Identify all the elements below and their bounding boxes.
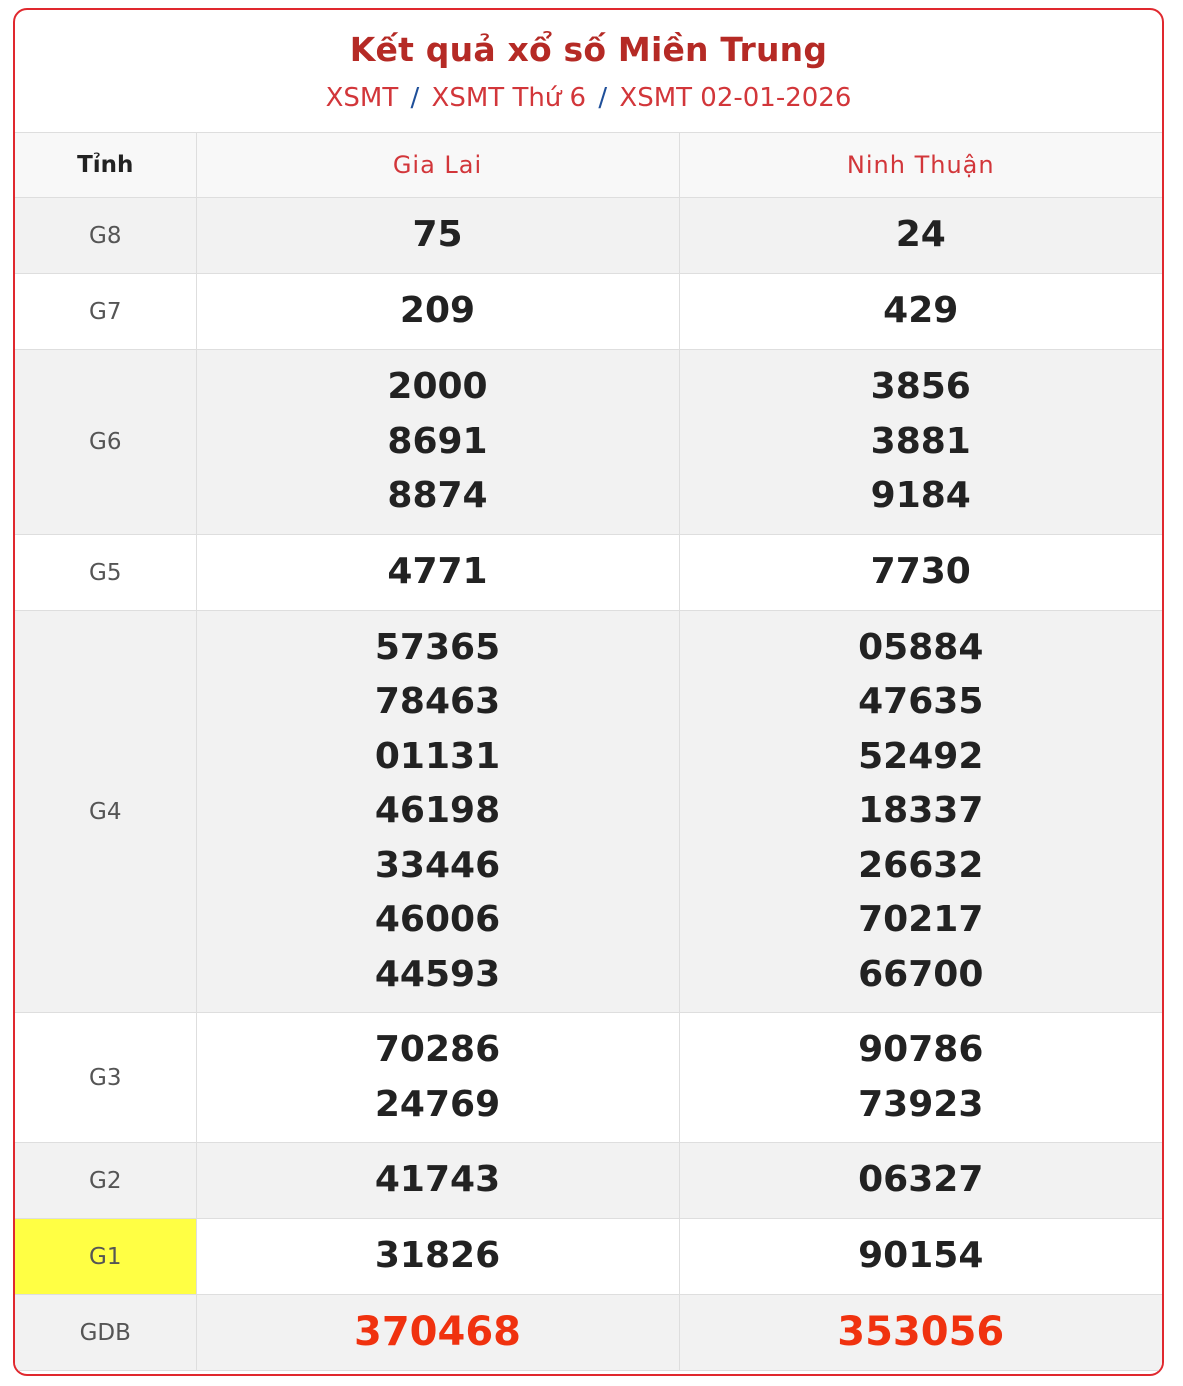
prize-number: 46006 (374, 899, 501, 941)
prize-label: G4 (15, 611, 196, 1013)
prize-row-g4 (15, 611, 1162, 1013)
prize-number: 24 (895, 214, 946, 256)
prize-number: 47635 (858, 681, 984, 723)
prize-number: 8874 (387, 475, 488, 517)
special-prize-number: 370468 (354, 1309, 521, 1356)
prize-number: 75 (412, 214, 463, 256)
prize-number: 70217 (858, 899, 984, 941)
prize-cell (196, 350, 679, 535)
prize-row-g6 (15, 350, 1162, 535)
prize-number: 209 (399, 290, 476, 332)
results-table (15, 132, 1162, 1371)
prize-cell (196, 1013, 679, 1143)
prize-number: 7730 (870, 551, 971, 593)
prize-number: 18337 (858, 790, 984, 832)
prize-row-g2 (15, 1143, 1162, 1219)
prize-number: 4771 (387, 551, 488, 593)
results-header (15, 10, 1162, 132)
province-column-label: Tỉnh (15, 133, 196, 198)
prize-number: 05884 (858, 626, 984, 668)
prize-number: 33446 (374, 844, 501, 886)
prize-number: 31826 (374, 1235, 501, 1277)
prize-number: 90786 (858, 1029, 984, 1070)
prize-cell (196, 535, 679, 611)
prize-row-g7 (15, 274, 1162, 350)
province-gia-lai[interactable]: Gia Lai (196, 133, 679, 198)
prize-cell (679, 1219, 1162, 1295)
prize-cell (679, 274, 1162, 350)
special-prize-number: 353056 (837, 1309, 1005, 1356)
prize-number: 9184 (870, 475, 971, 517)
prize-cell (196, 1219, 679, 1295)
prize-cell (679, 198, 1162, 274)
prize-number: 8691 (387, 420, 488, 462)
prize-cell (679, 611, 1162, 1013)
prize-row-g3 (15, 1013, 1162, 1143)
province-ninh-thuan[interactable]: Ninh Thuận (679, 133, 1162, 198)
prize-number: 70286 (374, 1029, 501, 1070)
prize-cell (196, 198, 679, 274)
breadcrumb-link-date[interactable]: XSMT 02-01-2026 (619, 83, 852, 113)
prize-number: 429 (883, 290, 959, 332)
prize-row-g8 (15, 198, 1162, 274)
prize-number: 06327 (858, 1159, 984, 1201)
prize-number: 78463 (374, 681, 501, 723)
table-header-row (15, 133, 1162, 198)
breadcrumb (15, 83, 1162, 113)
prize-number: 44593 (374, 953, 501, 995)
breadcrumb-link-xsmt[interactable]: XSMT (325, 83, 399, 113)
prize-label: G3 (15, 1013, 196, 1143)
breadcrumb-link-weekday[interactable]: XSMT Thứ 6 (431, 83, 587, 113)
prize-cell (679, 350, 1162, 535)
prize-cell (196, 1143, 679, 1219)
prize-cell (679, 1143, 1162, 1219)
prize-cell (196, 1295, 679, 1371)
prize-cell (679, 535, 1162, 611)
prize-cell (196, 611, 679, 1013)
prize-number: 01131 (374, 735, 501, 777)
prize-number: 41743 (374, 1159, 501, 1201)
page-title: Kết quả xổ số Miền Trung (349, 30, 828, 69)
prize-cell (679, 1295, 1162, 1371)
prize-number: 73923 (858, 1083, 984, 1125)
breadcrumb-separator: / (410, 83, 420, 113)
prize-number: 90154 (858, 1235, 984, 1277)
prize-label: G1 (15, 1219, 196, 1295)
prize-row-g1 (15, 1219, 1162, 1295)
breadcrumb-separator: / (598, 83, 608, 113)
prize-label: G8 (15, 198, 196, 274)
prize-row-gdb (15, 1295, 1162, 1371)
prize-number: 24769 (374, 1083, 501, 1125)
prize-number: 46198 (374, 790, 501, 832)
prize-number: 52492 (858, 735, 984, 777)
prize-number: 3881 (870, 420, 971, 462)
prize-label: G2 (15, 1143, 196, 1219)
prize-number: 3856 (870, 366, 971, 408)
prize-number: 57365 (374, 626, 501, 668)
prize-number: 26632 (858, 844, 984, 886)
results-card (13, 8, 1164, 1376)
prize-cell (679, 1013, 1162, 1143)
prize-number: 66700 (858, 953, 984, 995)
prize-cell (196, 274, 679, 350)
prize-label: G6 (15, 350, 196, 535)
prize-label: GDB (15, 1295, 196, 1371)
prize-label: G7 (15, 274, 196, 350)
prize-number: 2000 (387, 366, 488, 408)
prize-row-g5 (15, 535, 1162, 611)
prize-label: G5 (15, 535, 196, 611)
